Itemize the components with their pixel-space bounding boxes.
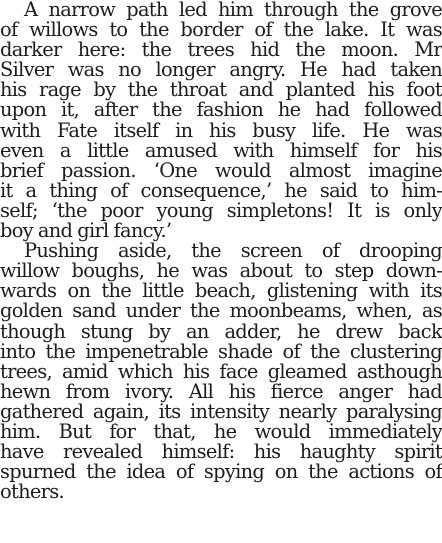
paragraph-1 (0, 0, 442, 241)
text-line: have revealed himself: his haughty spirit (0, 440, 442, 464)
text-line: brief passion. ‘One would almost imagine (0, 158, 442, 182)
text-line: even a little amused with himself for his (0, 138, 442, 162)
text-line: others. (0, 480, 64, 504)
text-line: though stung by an adder, he drew back (0, 319, 442, 343)
text-line: of willows to the border of the lake. It was (0, 18, 442, 42)
text-line: trees, amid which his face gleamed asthough (0, 359, 442, 383)
text-line: gathered again, its intensity nearly paralysing (0, 399, 442, 423)
text-line: it a thing of consequence,’ he said to him- (0, 178, 442, 202)
text-line: A narrow path led him through the grove (24, 0, 442, 21)
text-line: willow boughs, he was about to step down- (0, 259, 442, 283)
text-line: him. But for that, he would immediately (0, 419, 442, 443)
text-line: with Fate itself in his busy life. He was (0, 118, 442, 142)
text-line: spurned the idea of spying on the actions of (0, 460, 442, 484)
text-line: upon it, after the fashion he had followed (0, 98, 442, 122)
text-line: Pushing aside, the screen of drooping (24, 239, 442, 263)
text-line: Silver was no longer angry. He had taken (0, 58, 442, 82)
text-line: golden sand under the moonbeams, when, as (0, 299, 442, 323)
paragraph-2 (0, 241, 442, 502)
text-line: wards on the little beach, glistening with its (0, 279, 442, 303)
text-line: self; ‘the poor young simpletons! It is only (0, 198, 442, 222)
text-line: hewn from ivory. All his fierce anger had (0, 379, 442, 403)
text-line: his rage by the throat and planted his foot (0, 78, 442, 102)
text-line: into the impenetrable shade of the clustering (0, 339, 442, 363)
text-line: darker here: the trees hid the moon. Mr (0, 38, 442, 62)
text-line: boy and girl fancy.’ (0, 219, 172, 243)
